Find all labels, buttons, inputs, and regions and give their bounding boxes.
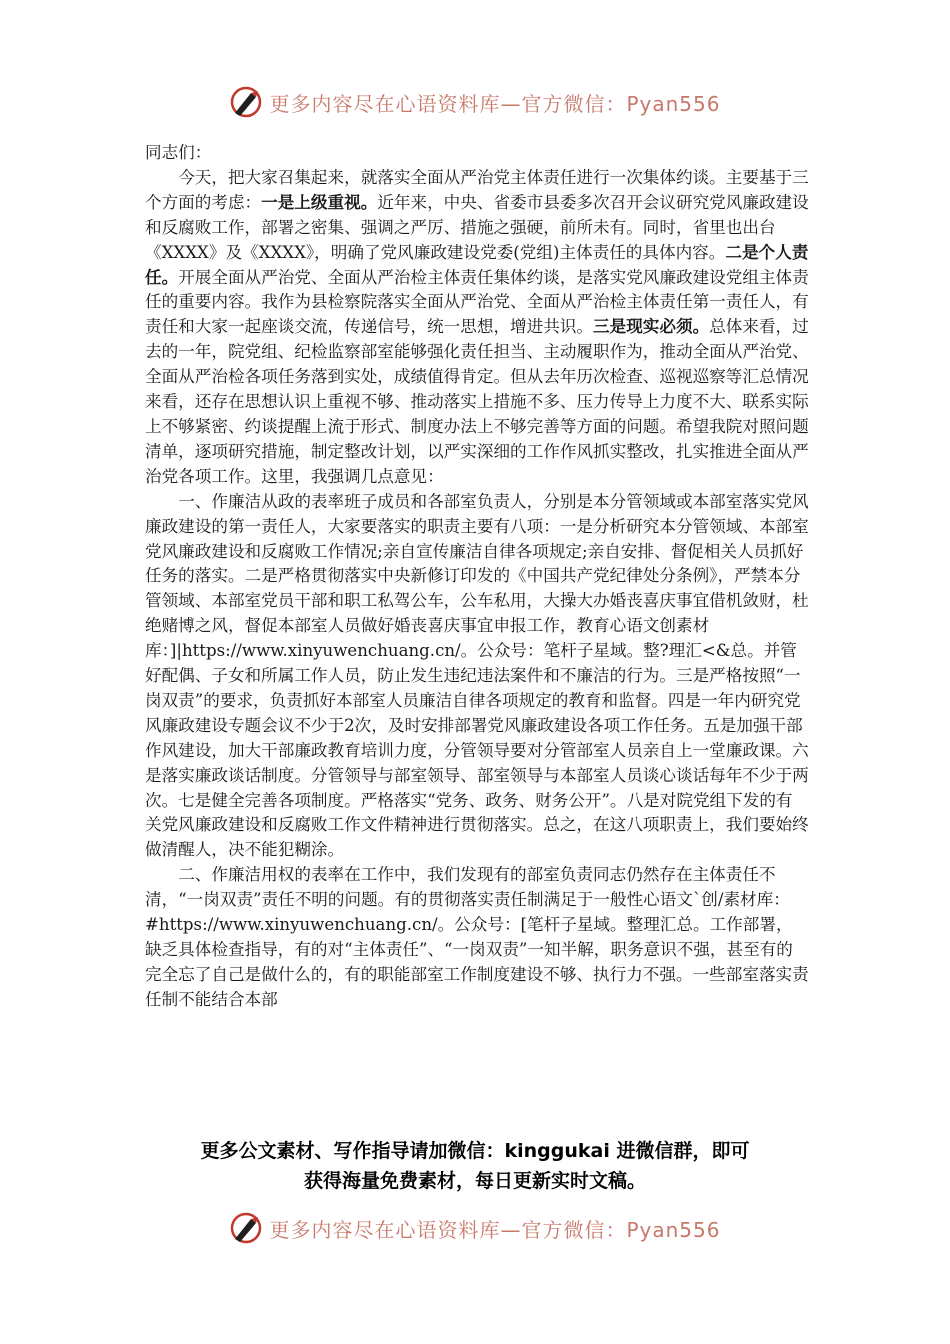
paragraph-section-two: 二、作廉洁用权的表率在工作中，我们发现有的部室负责同志仍然存在主体责任不清，“一岗双责”责任不明的问题。有的贯彻落实责任制满足于一般性心语文`创/素材库：#https://www.xinyuwenchuang.cn/。公众号：[笔杆子星域。整理汇总。工作部署，缺乏具体检查指导，有的对“主体责任”、“一岗双责”一知半解，职务意识不强，甚至有的完全忘了自己是做什么的，有的职能部室工作制度建设不够、执行力不强。一些部室落实责任制不能结合本部	[145, 865, 809, 1009]
point-three-heading: 三是现实必须。	[593, 317, 710, 337]
point-two-heading: 二是个人责任。	[145, 242, 809, 287]
salutation: 同志们：	[145, 143, 212, 162]
banner-text: 更多内容尽在心语资料库—官方微信：Pyan556	[269, 1217, 721, 1242]
document-body	[145, 141, 809, 1013]
paragraph-section-one: 一、作廉洁从政的表率班子成员和各部室负责人，分别是本分管领域或本部室落实党风廉政建设的第一责任人，大家要落实的职责主要有八项：一是分析研究本分管领域、本部室党风廉政建设和反腐败工作情况;亲自宣传廉洁自律各项规定;亲自安排、督促相关人员抓好任务的落实。二是严格贯彻落实中央新修订印发的《中国共产党纪律处分条例》，严禁本分管领域、本部室党员干部和职工私驾公车，公车私用，大操大办婚丧喜庆事宜借机敛财，杜绝赌博之风，督促本部室人员做好婚丧喜庆事宜申报工作，教育心语文创素材库：]|https://www.xinyuwenchuang.cn/。公众号：笔杆子星域。整?理汇<&总。并管好配偶、子女和所属工作人员，防止发生违纪违法案件和不廉洁的行为。三是严格按照“一岗双责”的要求，负责抓好本部室人员廉洁自律各项规定的教育和监督。四是一年内研究党风廉政建设专题会议不少于2次，及时安排部署党风廉政建设各项工作任务。五是加强干部作风建设，加大干部廉政教育培训力度，分管领导要对分管部室人员亲自上一堂廉政课。六是落实廉政谈话制度。分管领导与部室领导、部室领导与本部室人员谈心谈话每年不少于两次。七是健全完善各项制度。严格落实“党务、政务、财务公开”。八是对院党组下发的有关党风廉政建设和反腐败工作文件精神进行贯彻落实。总之，在这八项职责上，我们要始终做清醒人，决不能犯糊涂。	[145, 491, 809, 860]
footer-banner	[0, 1208, 950, 1248]
pen-nib-logo-icon	[229, 85, 263, 119]
header-banner	[0, 82, 950, 122]
promo-line-1: 更多公文素材、写作指导请加微信：kinggukai 进微信群，即可	[200, 1140, 750, 1162]
paragraph-text: 近年来，中央、省委市县委多次召开会议研究党风廉政建设和反腐败工作，部署之密集、强调之严厉、措施之强硬，前所未有。同时，省里也出台《XXXX》及《XXXX》，明确了党风廉政建设党委(党组)主体责任的具体内容。	[145, 192, 809, 262]
paragraph-text: 开展全面从严治党、全面从严治检主体责任集体约谈，是落实党风廉政建设党组主体责任的重要内容。我作为县检察院落实全面从严治党、全面从严治检主体责任第一责任人，有责任和大家一起座谈交流，传递信号，统一思想，增进共识。	[145, 267, 809, 337]
paragraph-intro	[145, 166, 809, 490]
point-one-heading: 一是上级重视。	[261, 192, 378, 212]
promo-notice	[120, 1136, 830, 1196]
banner-text: 更多内容尽在心语资料库—官方微信：Pyan556	[269, 91, 721, 116]
pen-nib-logo-icon	[229, 1211, 263, 1245]
paragraph-text: 总体来看，过去的一年，院党组、纪检监察部室能够强化责任担当、主动履职作为，推动全面从严治党、全面从严治检各项任务落到实处，成绩值得肯定。但从去年历次检查、巡视巡察等汇总情况来看，还存在思想认识上重视不够、推动落实上措施不多、压力传导上力度不大、联系实际上不够紧密、约谈提醒上流于形式、制度办法上不够完善等方面的问题。希望我院对照问题清单，逐项研究措施，制定整改计划，以严实深细的工作作风抓实整改，扎实推进全面从严治党各项工作。这里，我强调几点意见：	[145, 317, 809, 486]
promo-line-2: 获得海量免费素材，每日更新实时文稿。	[303, 1170, 646, 1192]
paragraph-text: 今天，把大家召集起来，就落实全面从严治党主体责任进行一次集体约谈。主要基于三个方面的考虑：	[145, 167, 809, 212]
